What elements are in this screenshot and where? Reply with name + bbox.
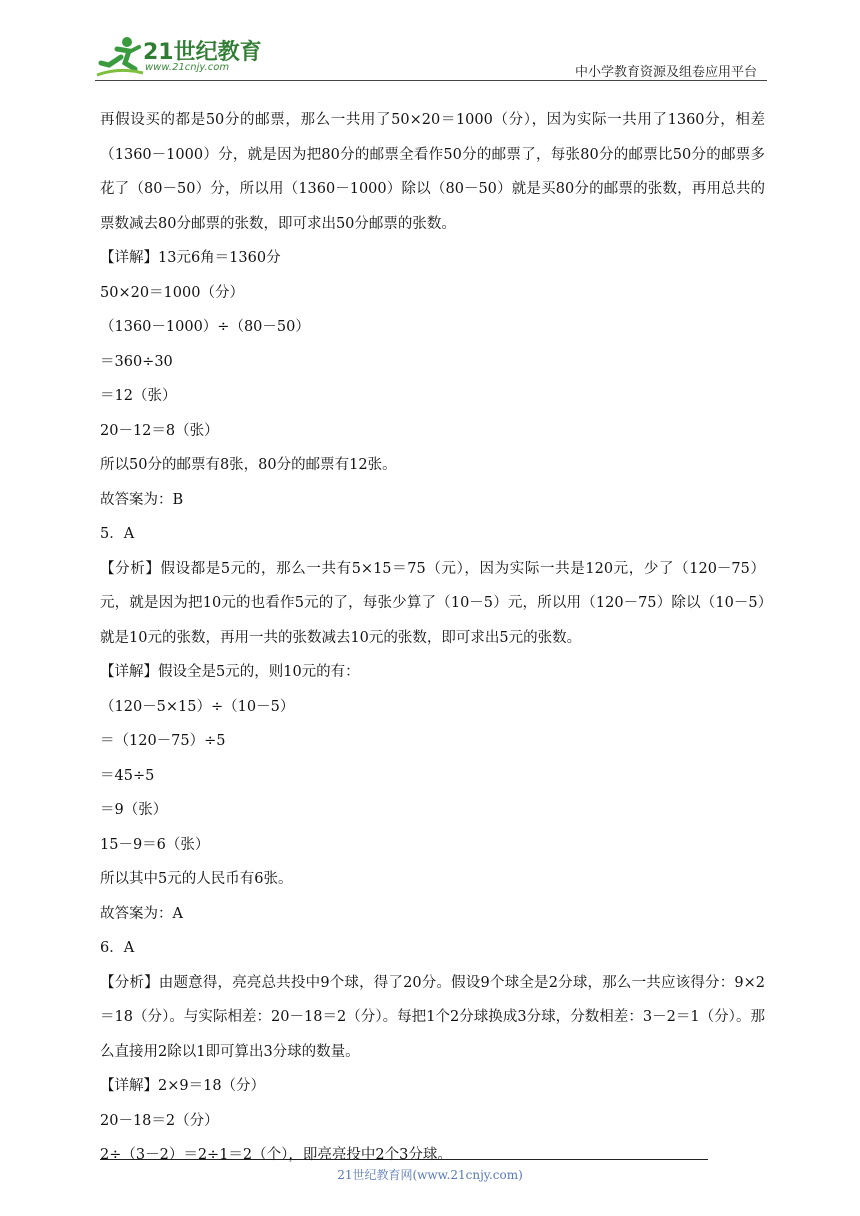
analysis-paragraph: 【分析】假设都是5元的，那么一共有5×15＝75（元），因为实际一共是120元，少了（120－75）元，就是因为把10元的也看作5元的了，每张少算了（10－5）元，所以用（120－75）除以（10－5）就是10元的张数，再用一共的张数减去10元的张数，即可求出5元的张数。 — [100, 560, 765, 646]
calc-line: （120－5×15）÷（10－5） — [100, 698, 295, 715]
calc-line: ＝360÷30 — [100, 353, 173, 370]
calc-line: ＝（120－75）÷5 — [100, 733, 226, 749]
analysis-paragraph: 【分析】由题意得，亮亮总共投中9个球，得了20分。假设9个球全是2分球，那么一共应该得分：9×2＝18（分）。与实际相差：20－18＝2（分）。每把1个2分球换成3分球，分数相差：3－2＝1（分）。那么直接用2除以1即可算出3分球的数量。 — [100, 974, 765, 1060]
runner-logo-icon — [95, 35, 145, 79]
conclusion-line: 所以50分的邮票有8张，80分的邮票有12张。 — [100, 457, 397, 473]
conclusion-line: 所以其中5元的人民币有6张。 — [100, 871, 293, 887]
header-platform-text: 中小学教育资源及组卷应用平台 — [574, 65, 757, 80]
calc-line: ＝9（张） — [100, 802, 168, 818]
page-header — [0, 0, 860, 90]
site-logo[interactable] — [95, 35, 265, 79]
logo-url: www.21cnjy.com — [145, 62, 230, 73]
calc-line: ＝12（张） — [100, 388, 177, 404]
footer-text[interactable]: 21世纪教育网(www.21cnjy.com) — [337, 1168, 523, 1182]
calc-line: 20－18＝2（分） — [100, 1112, 219, 1129]
header-divider — [95, 80, 767, 81]
answer-line: 故答案为：B — [100, 491, 184, 508]
question-number: 5．A — [100, 526, 135, 542]
analysis-paragraph: 再假设买的都是50分的邮票，那么一共用了50×20＝1000（分），因为实际一共用了1360分，相差（1360－1000）分，就是因为把80分的邮票全看作50分的邮票了，每张80分的邮票比50分的邮票多花了（80－50）分，所以用（1360－1000）除以（80－50）就是买80分的邮票的张数，再用总共的票数减去80分邮票的张数，即可求出50分邮票的张数。 — [100, 112, 765, 232]
detail-line: 【详解】2×9＝18（分） — [100, 1078, 266, 1094]
logo-text: 21世纪教育 — [143, 40, 262, 65]
detail-line: 【详解】假设全是5元的，则10元的有： — [100, 664, 360, 680]
calc-line: 2÷（3－2）＝2÷1＝2（个），即亮亮投中2个3分球。 — [100, 1147, 452, 1163]
detail-line: 【详解】13元6角＝1360分 — [100, 250, 281, 266]
calc-line: 15－9＝6（张） — [100, 836, 210, 853]
calc-line: 20－12＝8（张） — [100, 422, 219, 439]
calc-line: （1360－1000）÷（80－50） — [100, 319, 310, 335]
calc-line: ＝45÷5 — [100, 767, 155, 784]
document-body — [100, 103, 765, 1173]
calc-line: 50×20＝1000（分） — [100, 284, 244, 301]
footer-divider — [100, 1159, 708, 1160]
question-number: 6．A — [100, 940, 135, 956]
answer-line: 故答案为：A — [100, 905, 183, 922]
